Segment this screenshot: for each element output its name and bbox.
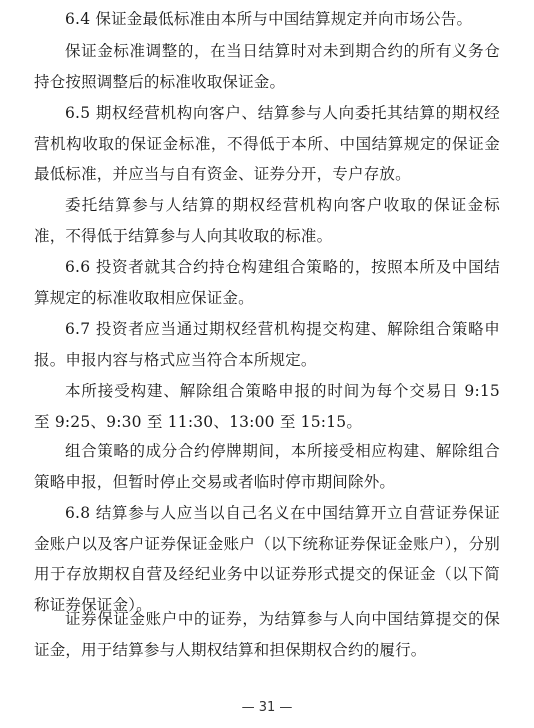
paragraph-6-5-entrusted: 委托结算参与人结算的期权经营机构向客户收取的保证金标准，不得低于结算参与人向其收取的标准。 [34,196,500,245]
paragraph-6-8: 6.8 结算参与人应当以自己名义在中国结算开立自营证券保证金账户以及客户证券保证金账户（以下统称证券保证金账户），分别用于存放期权自营及经纪业务中以证券形式提交的保证金（以下简称证券保证金）。 [34,504,500,614]
paragraph-6-5: 6.5 期权经营机构向客户、结算参与人向委托其结算的期权经营机构收取的保证金标准，不得低于本所、中国结算规定的保证金最低标准，并应当与自有资金、证券分开，专户存放。 [34,104,500,183]
paragraph-6-4-adjustment: 保证金标准调整的，在当日结算时对未到期合约的所有义务仓持仓按照调整后的标准收取保证金。 [34,42,500,91]
paragraph-6-7: 6.7 投资者应当通过期权经营机构提交构建、解除组合策略申报。申报内容与格式应当符合本所规定。 [34,320,500,369]
paragraph-6-8-securities: 证券保证金账户中的证券，为结算参与人向中国结算提交的保证金，用于结算参与人期权结算和担保期权合约的履行。 [34,610,500,659]
paragraph-6-7-hours: 本所接受构建、解除组合策略申报的时间为每个交易日 9:15 至 9:25、9:30 至 11:30、13:00 至 15:15。 [34,382,500,431]
paragraph-6-6: 6.6 投资者就其合约持仓构建组合策略的，按照本所及中国结算规定的标准收取相应保证金。 [34,258,500,307]
paragraph-6-7-suspension: 组合策略的成分合约停牌期间，本所接受相应构建、解除组合策略申报，但暂时停止交易或者临时停市期间除外。 [34,442,500,491]
paragraph-6-4: 6.4 保证金最低标准由本所与中国结算规定并向市场公告。 [65,10,473,28]
page-number: — 31 — [241,700,293,715]
